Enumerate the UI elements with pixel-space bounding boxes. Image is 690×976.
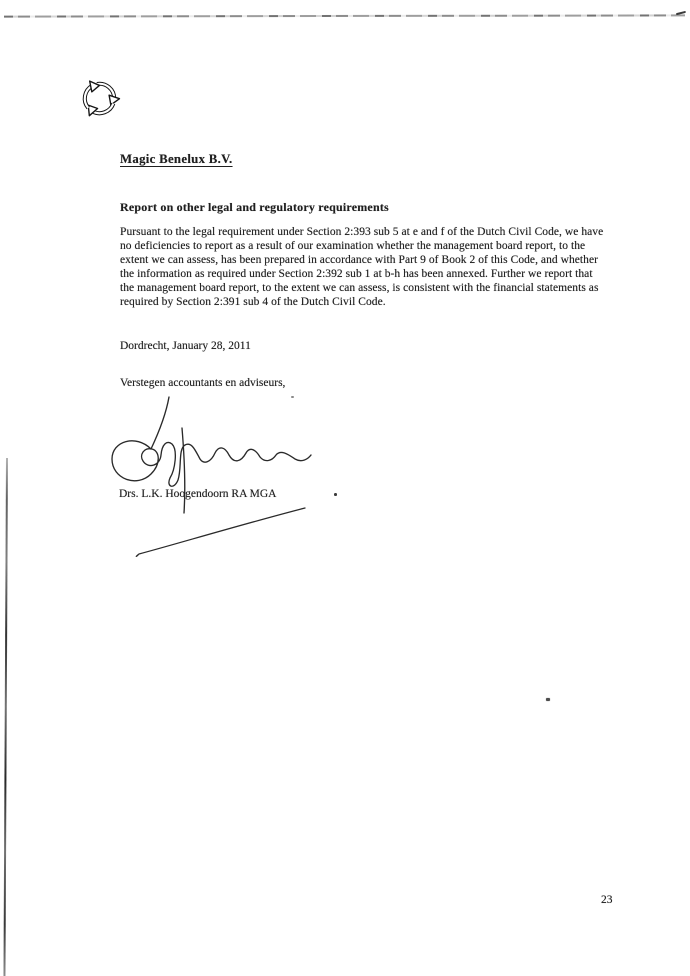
firm-name: Verstegen accountants en adviseurs, [120,377,286,389]
scan-artifact-left-edge-line [3,458,7,976]
ink-speck [334,493,337,496]
paragraph-line: Pursuant to the legal requirement under Section 2:393 sub 5 at e and f of the Dutch Civil Code, we have [120,226,604,238]
paragraph-line: the management board report, to the extent we can assess, is consistent with the financial statements as [120,281,599,294]
paragraph-line: required by Section 2:391 sub 4 of the Dutch Civil Code. [120,295,386,308]
signatory-name: Drs. L.K. Hoogendoorn RA MGA [119,488,277,500]
paragraph-line: the information as required under Section 2:392 sub 1 at b-h has been annexed. Further we report that [120,267,593,280]
page-number: 23 [601,894,613,906]
section-heading: Report on other legal and regulatory requirements [120,200,389,214]
circular-arrows-logo-icon [76,75,123,122]
dateline: Dordrecht, January 28, 2011 [120,340,251,352]
signature-underline-stroke-icon [133,502,311,560]
ink-speck [546,698,550,701]
paragraph-line: no deficiencies to report as a result of our examination whether the management board report, to the [120,239,586,252]
report-paragraph [120,226,603,309]
paragraph-line: extent we can assess, has been prepared in accordance with Part 9 of Book 2 of this Code, and whether [120,253,598,266]
scan-artifact-top-line [4,14,685,17]
company-name: Magic Benelux B.V. [120,152,233,166]
